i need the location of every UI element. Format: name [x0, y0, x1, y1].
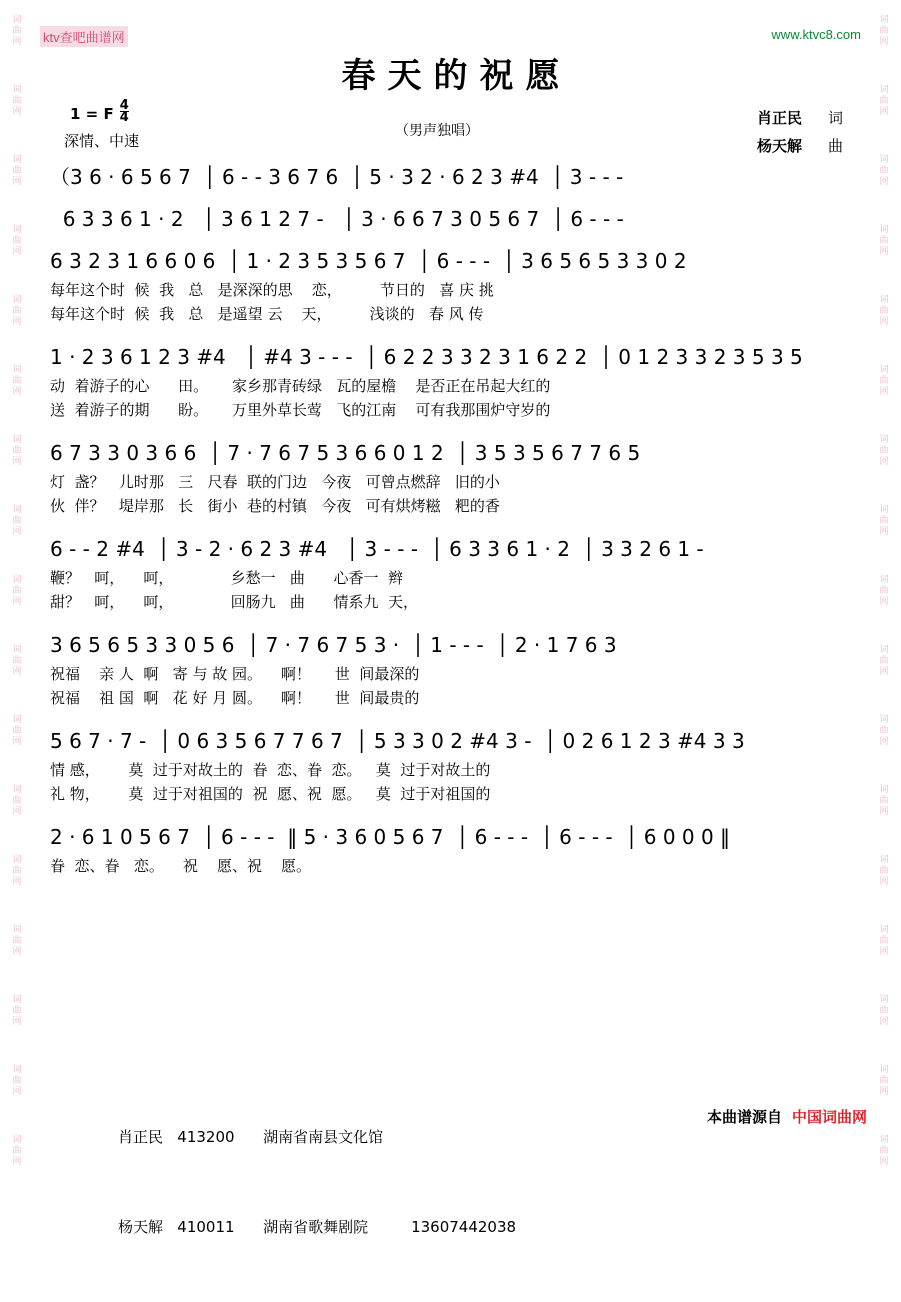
system-spacer	[42, 614, 857, 628]
watermark-cell: 词 曲 网	[12, 434, 22, 466]
lyricist-role: 词	[827, 109, 843, 127]
lyricist-line	[757, 104, 843, 132]
watermark-cell: 词 曲 网	[879, 784, 889, 816]
lyric-line: 甜？ 呵， 呵， 回肠九 曲 情系九 天，	[50, 593, 419, 611]
lyricist-name: 肖正民	[756, 109, 802, 127]
lyric-line: 伙 伴？ 堤岸那 长 街小 巷的村镇 今夜 可有烘烤糍 粑的香	[50, 497, 500, 515]
system-spacer	[42, 194, 857, 202]
watermark-cell: 词 曲 网	[12, 924, 22, 956]
score-system	[42, 532, 857, 628]
system-spacer	[42, 326, 857, 340]
watermark-cell: 词 曲 网	[879, 224, 889, 256]
watermark-cell: 词 曲 网	[879, 84, 889, 116]
lyric-line: 礼 物， 莫 过于对祖国的 祝 愿、祝 愿。 莫 过于对祖国的	[50, 785, 491, 803]
lyric-line: 灯 盏？ 儿时那 三 尺春 联的门边 今夜 可曾点燃辞 旧的小	[50, 473, 500, 491]
composer-role: 曲	[827, 137, 843, 155]
watermark-cell: 词 曲 网	[879, 644, 889, 676]
score-system	[42, 340, 857, 436]
watermark-cell: 词 曲 网	[879, 1134, 889, 1166]
composer-name: 杨天解	[756, 137, 802, 155]
system-spacer	[42, 710, 857, 724]
lyric-line: 每年这个时 候 我 总 是深深的思 恋， 节日的 喜 庆 挑	[50, 281, 494, 299]
notation-line: 1 · 2 3 6 1 2 3 #4 │ #4 3 - - - │ 6 2 2 3 3 2 3 1 6 2 2 │ 0 1 2 3 3 2 3 5 3 5	[50, 345, 803, 369]
ktv-site-tag: ktv查吧曲谱网	[40, 26, 128, 47]
lyric-line: 每年这个时 候 我 总 是遥望 云 天， 浅谈的 春 风 传	[50, 305, 484, 323]
watermark-cell: 词 曲 网	[12, 1134, 22, 1166]
music-score	[42, 160, 857, 892]
notation-line: 2 · 6 1 0 5 6 7 │ 6 - - - ‖ 5 · 3 6 0 5 6 7 │ 6 - - - │ 6 - - - │ 6 0 0 0 ‖	[50, 825, 731, 849]
watermark-cell: 词 曲 网	[12, 1064, 22, 1096]
notation-line: 6 - - 2 #4 │ 3 - 2 · 6 2 3 #4 │ 3 - - - │ 6 3 3 6 1 · 2 │ 3 3 2 6 1 -	[50, 537, 704, 561]
watermark-cell: 词 曲 网	[12, 854, 22, 886]
watermark-cell: 词 曲 网	[12, 574, 22, 606]
watermark-cell: 词 曲 网	[879, 574, 889, 606]
notation-line: 6 3 3 6 1 · 2 │ 3 6 1 2 7 - │ 3 · 6 6 7 3 0 5 6 7 │ 6 - - -	[50, 207, 624, 231]
watermark-cell: 词 曲 网	[12, 154, 22, 186]
watermark-cell: 词 曲 网	[12, 294, 22, 326]
watermark-cell: 词 曲 网	[879, 994, 889, 1026]
credit-line: 杨天解 410011 湖南省歌舞剧院 13607442038	[118, 1218, 517, 1236]
watermark-cell: 词 曲 网	[879, 434, 889, 466]
lyric-line: 祝福 祖 国 啊 花 好 月 圆。 啊！ 世 间最贵的	[50, 689, 420, 707]
lyric-line: 眷 恋、眷 恋。 祝 愿、祝 愿。	[50, 857, 312, 875]
notation-line: 6 3 2 3 1 6 6 0 6 │ 1 · 2 3 5 3 5 6 7 │ 6 - - - │ 3 6 5 6 5 3 3 0 2	[50, 249, 687, 273]
watermark-cell: 词 曲 网	[12, 364, 22, 396]
source-prefix: 本曲谱源自	[706, 1108, 782, 1126]
watermark-cell: 词 曲 网	[879, 1064, 889, 1096]
notation-line: （3 6 · 6 5 6 7 │ 6 - - 3 6 7 6 │ 5 · 3 2 · 6 2 3 #4 │ 3 - - -	[50, 165, 624, 189]
score-system	[42, 724, 857, 820]
watermark-cell: 词 曲 网	[879, 714, 889, 746]
time-signature-denominator: 4	[119, 110, 129, 125]
system-spacer	[42, 806, 857, 820]
score-system	[42, 160, 857, 202]
score-system	[42, 244, 857, 340]
notation-line: 6 7 3 3 0 3 6 6 │ 7 · 7 6 7 5 3 6 6 0 1 2 │ 3 5 3 5 6 7 7 6 5	[50, 441, 641, 465]
score-system	[42, 820, 857, 892]
credit-line: 肖正民 413200 湖南省南县文化馆	[118, 1128, 384, 1146]
tempo-mood: 深情、中速	[64, 132, 140, 150]
lyric-line: 鞭？ 呵， 呵， 乡愁一 曲 心香一 辫	[50, 569, 404, 587]
key-signature-text: 1 = F	[70, 105, 114, 123]
time-signature-numerator: 4	[119, 98, 129, 113]
voice-note: （男声独唱）	[395, 123, 479, 139]
lyric-line: 送 着游子的期 盼。 万里外草长莺 飞的江南 可有我那围炉守岁的	[50, 401, 551, 419]
system-spacer	[42, 236, 857, 244]
top-bar	[40, 26, 861, 44]
system-spacer	[42, 518, 857, 532]
watermark-cell: 词 曲 网	[12, 84, 22, 116]
lyric-line: 动 着游子的心 田。 家乡那青砖绿 瓦的屋檐 是否正在吊起大红的	[50, 377, 551, 395]
time-signature	[120, 100, 129, 123]
source-site-name[interactable]: 中国词曲网	[791, 1108, 867, 1126]
watermark-cell: 词 曲 网	[879, 364, 889, 396]
watermark-cell: 词 曲 网	[879, 924, 889, 956]
source-attribution	[707, 1106, 867, 1127]
watermark-cell: 词 曲 网	[12, 784, 22, 816]
watermark-cell: 词 曲 网	[879, 154, 889, 186]
notation-line: 5 6 7 · 7 - │ 0 6 3 5 6 7 7 6 7 │ 5 3 3 0 2 #4 3 - │ 0 2 6 1 2 3 #4 3 3	[50, 729, 745, 753]
watermark-cell: 词 曲 网	[12, 224, 22, 256]
watermark-cell: 词 曲 网	[879, 504, 889, 536]
watermark-cell: 词 曲 网	[12, 504, 22, 536]
system-spacer	[42, 422, 857, 436]
footer-credits	[118, 1062, 516, 1302]
key-signature	[70, 100, 129, 123]
notation-line: 3 6 5 6 5 3 3 0 5 6 │ 7 · 7 6 7 5 3 · │ 1 - - - │ 2 · 1 7 6 3	[50, 633, 617, 657]
watermark-cell: 词 曲 网	[12, 644, 22, 676]
watermark-strip-right	[867, 0, 901, 1166]
lyric-line: 情 感， 莫 过于对故土的 眷 恋、眷 恋。 莫 过于对故土的	[50, 761, 491, 779]
watermark-cell: 词 曲 网	[12, 14, 22, 46]
credits-block	[757, 104, 843, 160]
watermark-cell: 词 曲 网	[879, 294, 889, 326]
system-spacer	[42, 878, 857, 892]
watermark-cell: 词 曲 网	[12, 994, 22, 1026]
site-url[interactable]: www.ktvc8.com	[771, 27, 861, 42]
composer-line	[757, 132, 843, 160]
watermark-cell: 词 曲 网	[879, 14, 889, 46]
score-system	[42, 436, 857, 532]
watermark-strip-left	[0, 0, 34, 1166]
lyric-line: 祝福 亲 人 啊 寄 与 故 园。 啊！ 世 间最深的	[50, 665, 420, 683]
watermark-cell: 词 曲 网	[12, 714, 22, 746]
score-system	[42, 202, 857, 244]
page-title: 春天的祝愿	[341, 56, 572, 96]
score-system	[42, 628, 857, 724]
watermark-cell: 词 曲 网	[879, 854, 889, 886]
